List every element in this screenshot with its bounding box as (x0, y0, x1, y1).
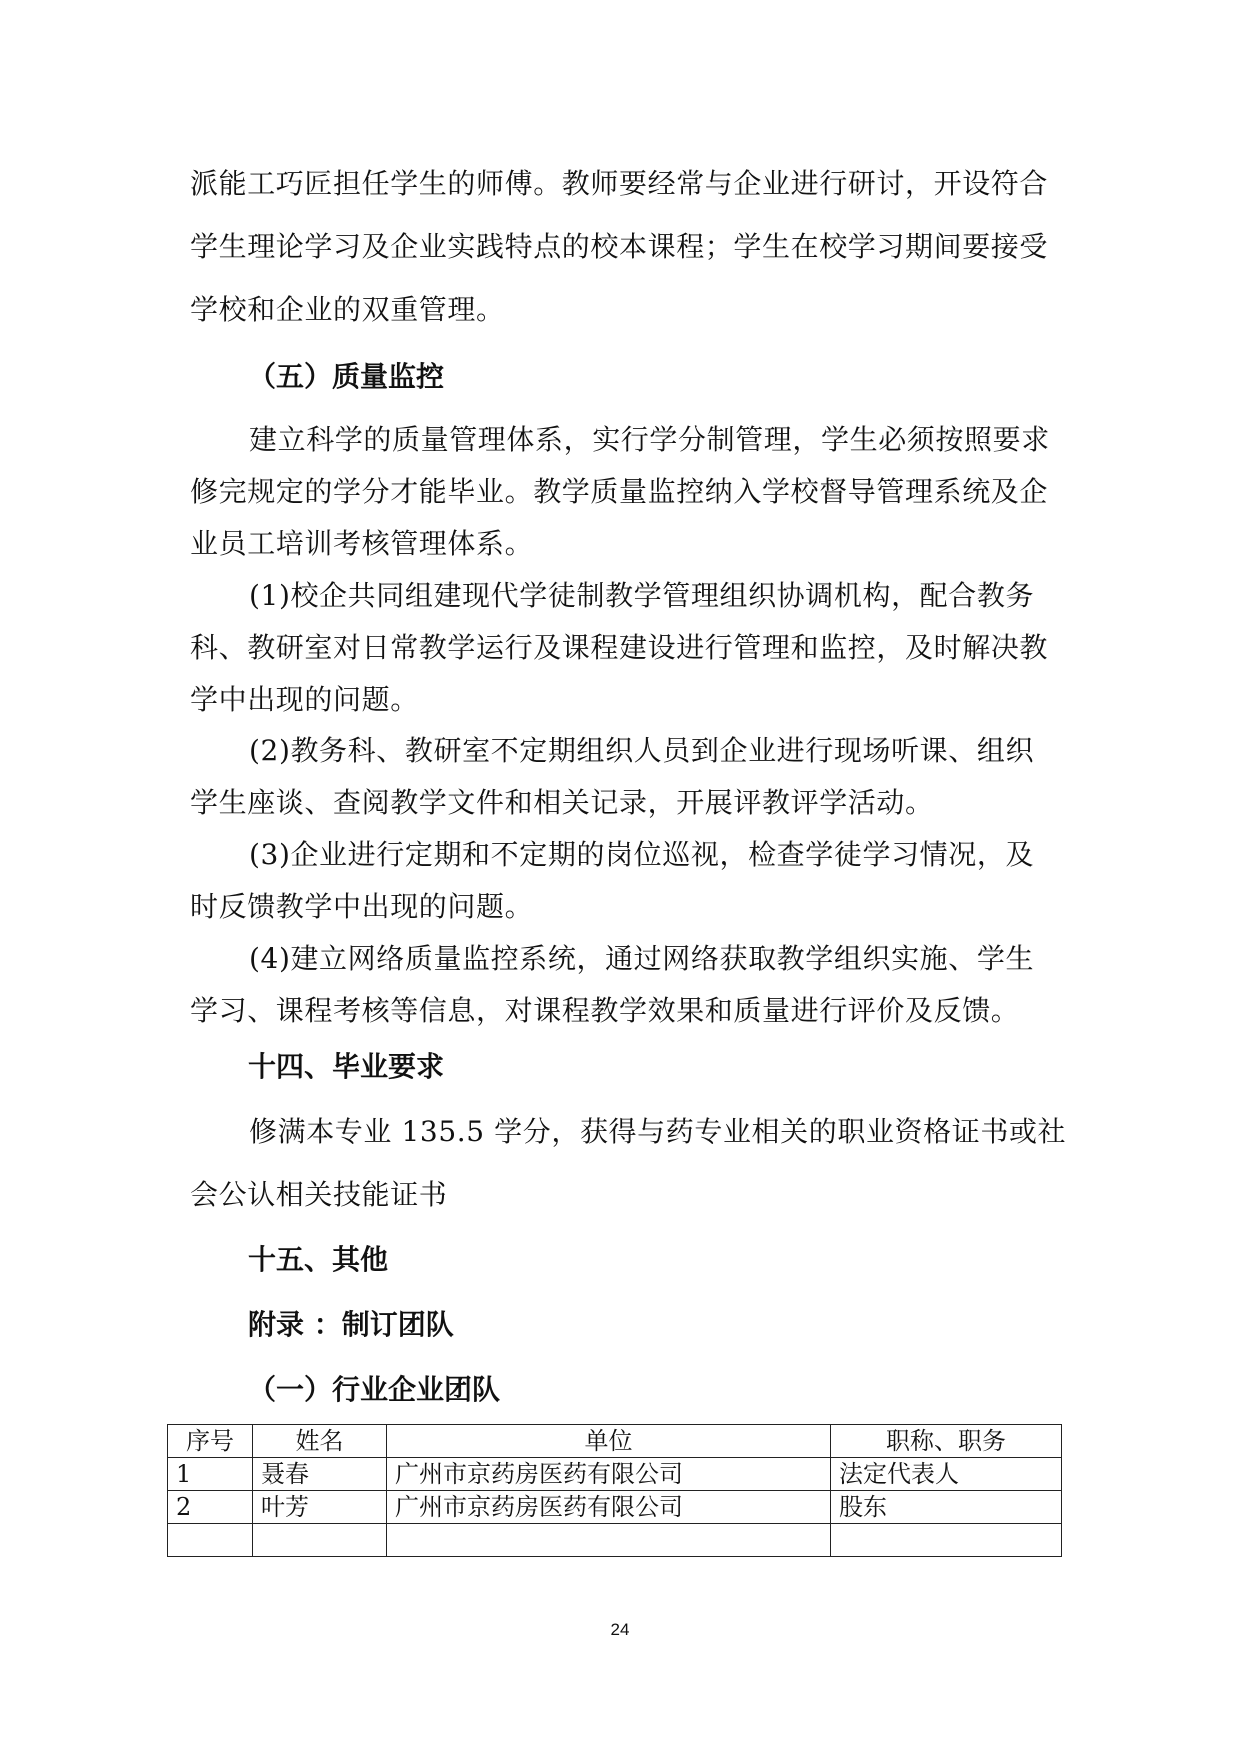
table-cell: 股东 (831, 1491, 1062, 1524)
table-header-cell: 姓名 (253, 1425, 387, 1458)
team-heading: （一）行业企业团队 (248, 1373, 501, 1406)
list-item-text: (1)校企共同组建现代学徒制教学管理组织协调机构，配合教务 (249, 579, 1035, 612)
list-item-text: (4)建立网络质量监控系统，通过网络获取教学组织实施、学生 (249, 942, 1035, 975)
section-heading-graduation: 十四、毕业要求 (248, 1050, 445, 1083)
list-item-text: 学生座谈、查阅教学文件和相关记录，开展评教评学活动。 (190, 786, 934, 819)
table-header-cell: 职称、职务 (831, 1425, 1062, 1458)
table-cell: 聂春 (253, 1458, 387, 1491)
table-row (168, 1458, 1062, 1491)
team-table (167, 1424, 1062, 1557)
table-cell (387, 1524, 831, 1557)
page-number: 24 (610, 1620, 630, 1639)
table-cell: 法定代表人 (831, 1458, 1062, 1491)
table-cell: 广州市京药房医药有限公司 (387, 1491, 831, 1524)
body-text-line: 建立科学的质量管理体系，实行学分制管理，学生必须按照要求 (249, 423, 1050, 456)
section-heading-quality: （五）质量监控 (248, 360, 445, 393)
list-item-text: (2)教务科、教研室不定期组织人员到企业进行现场听课、组织 (249, 734, 1035, 767)
body-text-line: 业员工培训考核管理体系。 (190, 527, 534, 560)
table-header-cell: 单位 (387, 1425, 831, 1458)
table-header-cell: 序号 (168, 1425, 253, 1458)
table-cell: 1 (168, 1458, 253, 1491)
appendix-heading: 附录 ：制订团队 (248, 1308, 454, 1341)
list-item-text: 学习、课程考核等信息，对课程教学效果和质量进行评价及反馈。 (190, 994, 1020, 1027)
table-cell: 2 (168, 1491, 253, 1524)
section-heading-other: 十五、其他 (248, 1243, 389, 1276)
body-text-line: 会公认相关技能证书 (190, 1178, 448, 1211)
body-text-line: 派能工巧匠担任学生的师傅。教师要经常与企业进行研讨，开设符合 (190, 167, 1049, 200)
table-cell (831, 1524, 1062, 1557)
table-cell: 广州市京药房医药有限公司 (387, 1458, 831, 1491)
table-row (168, 1491, 1062, 1524)
list-item-text: (3)企业进行定期和不定期的岗位巡视，检查学徒学习情况，及 (249, 838, 1035, 871)
body-text-line: 修完规定的学分才能毕业。教学质量监控纳入学校督导管理系统及企 (190, 475, 1049, 508)
table-cell (168, 1524, 253, 1557)
body-text-line: 学校和企业的双重管理。 (190, 293, 505, 326)
table-cell (253, 1524, 387, 1557)
table-header-row (168, 1425, 1062, 1458)
list-item-text: 科、教研室对日常教学运行及课程建设进行管理和监控，及时解决教 (190, 631, 1049, 664)
list-item-text: 时反馈教学中出现的问题。 (190, 890, 534, 923)
table-cell: 叶芳 (253, 1491, 387, 1524)
table-row (168, 1524, 1062, 1557)
body-text-line: 修满本专业 135.5 学分，获得与药专业相关的职业资格证书或社 (249, 1115, 1067, 1148)
body-text-line: 学生理论学习及企业实践特点的校本课程；学生在校学习期间要接受 (190, 230, 1049, 263)
list-item-text: 学中出现的问题。 (190, 683, 419, 716)
